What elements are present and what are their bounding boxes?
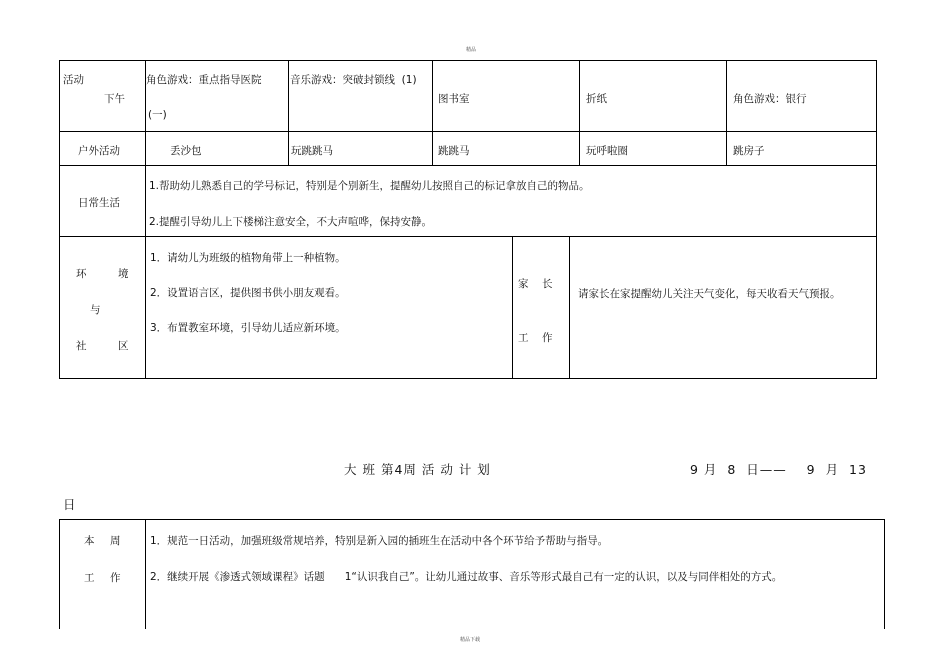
environment-label-a2: 境 [118, 268, 129, 280]
weekly-work-label-b2: 作 [110, 572, 121, 584]
outdoor-label: 户外活动 [78, 145, 120, 157]
environment-label-b: 与 [90, 304, 101, 316]
parent-work-label-a2: 长 [542, 278, 553, 290]
parent-work-label-b1: 工 [518, 332, 529, 344]
weekly-work-label-a2: 周 [110, 535, 121, 547]
weekly-work-item-1: 1．规范一日活动，加强班级常规培养，特别是新入园的插班生在活动中各个环节给予帮助与指导。 [150, 535, 609, 547]
afternoon-cell-4: 折纸 [586, 93, 607, 105]
footer-mark: 精品下载 [460, 637, 481, 643]
outdoor-cell-1: 丢沙包 [170, 145, 202, 157]
environment-item-2: 2．设置语言区，提供图书供小朋友观看。 [150, 287, 346, 299]
daily-life-label: 日常生活 [78, 197, 120, 209]
environment-label-a1: 环 [76, 268, 87, 280]
environment-item-1: 1．请幼儿为班级的植物角带上一种植物。 [150, 252, 346, 264]
environment-label-c2: 区 [118, 340, 129, 352]
outdoor-cell-2: 玩跳跳马 [291, 145, 333, 157]
daily-life-item-2: 2.提醒引导幼儿上下楼梯注意安全，不大声喧哗，保持安静。 [149, 216, 433, 228]
plan-date-range: 9 月 8 日—— 9 月 13 [690, 462, 867, 477]
afternoon-cell-3: 图书室 [438, 93, 470, 105]
parent-work-label-b2: 作 [542, 332, 553, 344]
weekly-work-label-b1: 工 [84, 572, 95, 584]
outdoor-cell-3: 跳跳马 [438, 145, 470, 157]
afternoon-cell-2: 音乐游戏：突破封锁线 (1) [290, 74, 417, 86]
weekly-work-label-a1: 本 [84, 535, 95, 547]
parent-work-label-a1: 家 [518, 278, 529, 290]
outdoor-cell-5: 跳房子 [733, 145, 765, 157]
plan-date-tail: 日 [63, 497, 77, 512]
afternoon-label: 下午 [104, 93, 125, 105]
daily-life-item-1: 1.帮助幼儿熟悉自己的学号标记，特别是个别新生，提醒幼儿按照自己的标记拿放自己的物品。 [149, 180, 590, 192]
environment-item-3: 3．布置教室环境，引导幼儿适应新环境。 [150, 322, 346, 334]
outdoor-cell-4: 玩呼啦圈 [586, 145, 628, 157]
afternoon-cell-1-line1: 角色游戏：重点指导医院 [146, 74, 262, 86]
weekly-work-item-2: 2．继续开展《渗透式领域课程》话题 1“认识我自己”。让幼儿通过故事、音乐等形式最自己有一定的认识，以及与同伴相处的方式。 [150, 571, 783, 583]
header-mark: 精品 [466, 47, 477, 53]
afternoon-cell-1-line2: (一) [148, 109, 167, 121]
parent-work-text: 请家长在家提醒幼儿关注天气变化，每天收看天气预报。 [578, 288, 841, 300]
plan-title: 大 班 第4周 活 动 计 划 [344, 462, 491, 477]
afternoon-cell-5: 角色游戏：银行 [733, 93, 807, 105]
environment-label-c1: 社 [76, 340, 87, 352]
activity-label: 活动 [63, 74, 84, 86]
